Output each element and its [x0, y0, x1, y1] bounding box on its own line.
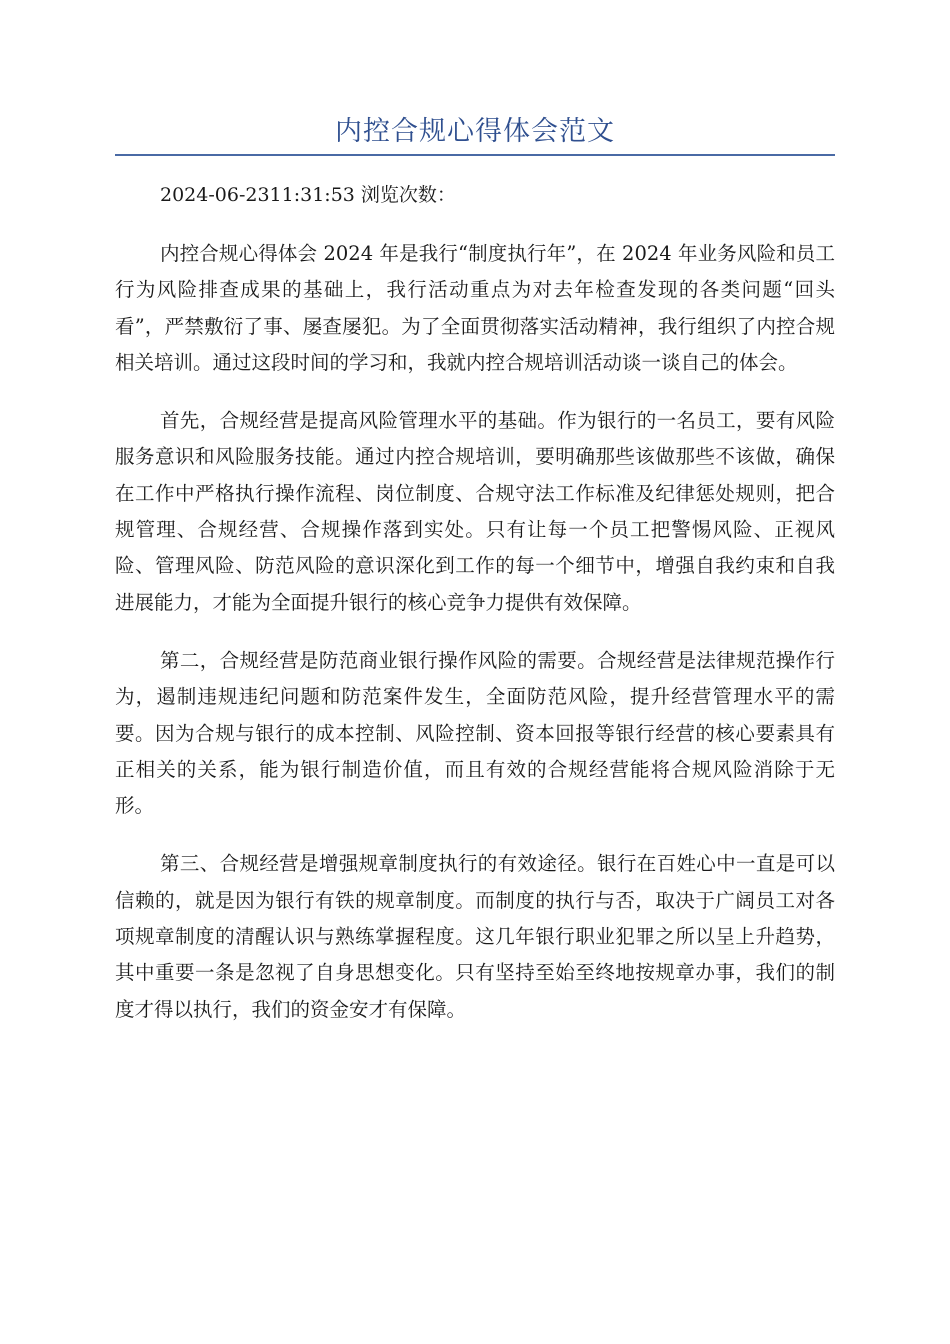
- paragraph-third: 第三、合规经营是增强规章制度执行的有效途径。银行在百姓心中一直是可以信赖的，就是因为银行有铁的规章制度。而制度的执行与否，取决于广阔员工对各项规章制度的清醒认识与熟练掌握程度。这几年银行职业犯罪之所以呈上升趋势，其中重要一条是忽视了自身思想变化。只有坚持至始至终地按规章办事，我们的制度才得以执行，我们的资金安才有保障。: [115, 852, 835, 1021]
- paragraph-second: 第二，合规经营是防范商业银行操作风险的需要。合规经营是法律规范操作行为，遏制违规违纪问题和防范案件发生，全面防范风险，提升经营管理水平的需要。因为合规与银行的成本控制、风险控制、资本回报等银行经营的核心要素具有正相关的关系，能为银行制造价值，而且有效的合规经营能将合规风险消除于无形。: [115, 648, 835, 818]
- publish-meta: 2024-06-2311:31:53 浏览次数：: [160, 184, 456, 206]
- title-underline: [115, 154, 835, 156]
- document-body: [115, 177, 835, 1050]
- paragraph-intro: 内控合规心得体会 2024 年是我行“制度执行年”，在 2024 年业务风险和员工行为风险排查成果的基础上，我行活动重点为对去年检查发现的各类问题“回头看”，严禁敷衍了事、屡查屡犯。为了全面贯彻落实活动精神，我行组织了内控合规相关培训。通过这段时间的学习和，我就内控合规培训活动谈一谈自己的体会。: [115, 242, 835, 374]
- document-title: 内控合规心得体会范文: [335, 116, 615, 147]
- paragraph-first: 首先，合规经营是提高风险管理水平的基础。作为银行的一名员工，要有风险服务意识和风险服务技能。通过内控合规培训，要明确那些该做那些不该做，确保在工作中严格执行操作流程、岗位制度、合规守法工作标准及纪律惩处规则，把合规管理、合规经营、合规操作落到实处。只有让每一个员工把警惕风险、正视风险、管理风险、防范风险的意识深化到工作的每一个细节中，增强自我约束和自我进展能力，才能为全面提升银行的核心竞争力提供有效保障。: [115, 409, 835, 614]
